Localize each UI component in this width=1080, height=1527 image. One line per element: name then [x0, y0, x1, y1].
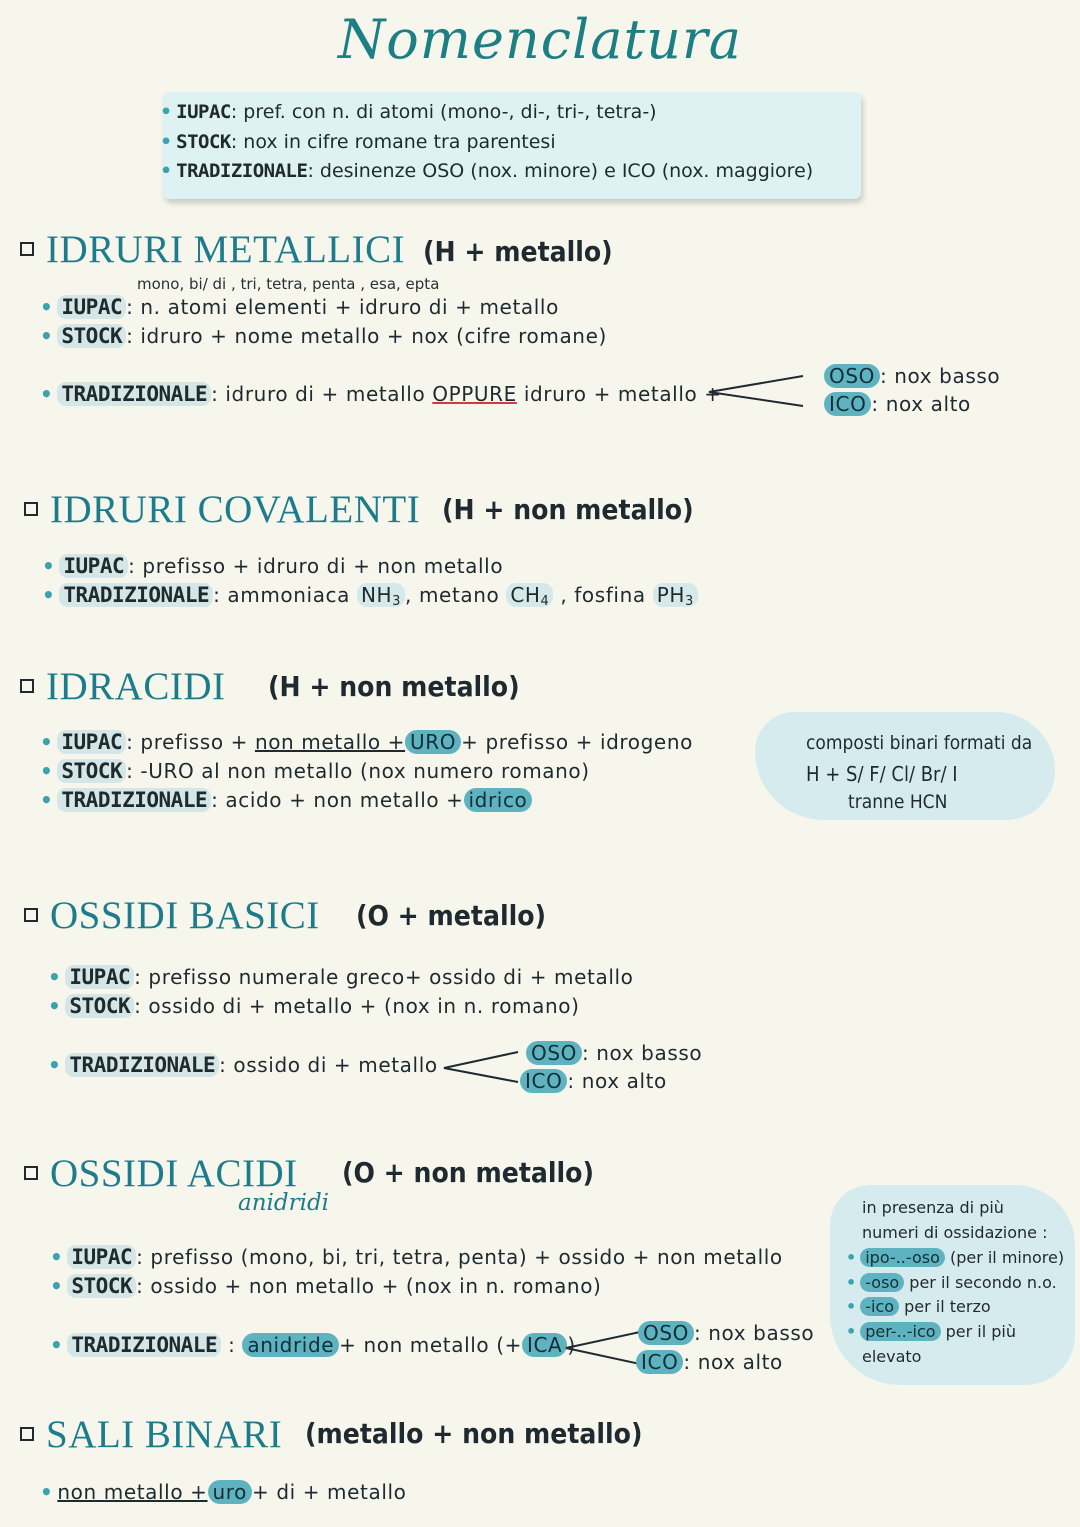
checkbox-icon: [20, 242, 34, 256]
legend-text: : nox in cifre romane tra parentesi: [230, 131, 556, 153]
stock-line: • STOCK : -URO al non metallo (nox numero romano): [40, 759, 590, 783]
tradizionale-line: • TRADIZIONALE : ammoniaca $NH_3$ , metano $CH_4$ , fosfina $PH_3$: [42, 583, 698, 609]
oso-line: OSO : nox basso: [526, 1041, 702, 1065]
section-title-idruri-covalenti: IDRURI COVALENTI: [24, 487, 420, 532]
section-title-sali-binari: SALI BINARI: [20, 1412, 282, 1457]
note-line: numeri di ossidazione :: [862, 1223, 1048, 1242]
stock-line: • STOCK : idruro + nome metallo + nox (cifre romane): [40, 324, 607, 348]
note-line: tranne HCN: [848, 791, 948, 813]
iupac-line: • IUPAC : n. atomi elementi + idruro di + metallo: [40, 295, 559, 319]
legend-item-stock: • STOCK: nox in cifre romane tra parentesi: [160, 131, 556, 153]
iupac-line: • IUPAC : prefisso + non metallo + URO + prefisso + idrogeno: [40, 730, 693, 754]
prefix-note: mono, bi/ di , tri, tetra, penta , esa, epta: [137, 275, 440, 293]
branch-arrow-icon: [440, 1048, 520, 1084]
stock-line: • STOCK : ossido + non metallo + (nox in n. romano): [50, 1274, 602, 1298]
note-line: composti binari formati da: [806, 732, 1033, 754]
checkbox-icon: [24, 502, 38, 516]
tradizionale-line: • TRADIZIONALE : ossido di + metallo: [48, 1053, 438, 1077]
branch-arrow-icon: [705, 372, 805, 408]
iupac-line: • IUPAC : prefisso numerale greco+ ossido di + metallo: [48, 965, 634, 989]
tradizionale-line: • TRADIZIONALE : acido + non metallo + idrico: [40, 788, 532, 812]
legend-text: : pref. con n. di atomi (mono-, di-, tri-, tetra-): [230, 101, 657, 123]
rule-line: • non metallo + uro + di + metallo: [40, 1480, 407, 1504]
section-formula: (H + non metallo): [442, 493, 694, 526]
oso-line: OSO : nox basso: [638, 1321, 814, 1345]
legend-item-tradizionale: • TRADIZIONALE: desinenze OSO (nox. minore) e ICO (nox. maggiore): [160, 160, 814, 182]
section-formula: (metallo + non metallo): [305, 1417, 643, 1450]
note-item: • -ico per il terzo: [846, 1297, 991, 1316]
checkbox-icon: [24, 1166, 38, 1180]
checkbox-icon: [24, 908, 38, 922]
ico-line: ICO : nox alto: [520, 1069, 667, 1093]
note-item: • per-..-ico per il più: [846, 1322, 1017, 1341]
legend-key: STOCK: [176, 131, 231, 153]
iupac-line: • IUPAC : prefisso + idruro di + non metallo: [42, 554, 504, 578]
section-title-ossidi-basici: OSSIDI BASICI: [24, 893, 320, 938]
section-formula: (H + non metallo): [268, 670, 520, 703]
note-item: • -oso per il secondo n.o.: [846, 1273, 1057, 1292]
section-formula: (O + metallo): [356, 899, 547, 932]
section-title-ossidi-acidi: OSSIDI ACIDI: [24, 1151, 298, 1196]
note-line: elevato: [862, 1347, 922, 1366]
legend-item-iupac: • IUPAC: pref. con n. di atomi (mono-, di-, tri-, tetra-): [160, 101, 657, 123]
branch-arrow-icon: [562, 1328, 642, 1366]
section-formula: (O + non metallo): [342, 1156, 594, 1189]
section-formula: (H + metallo): [423, 235, 613, 268]
legend-text: : desinenze OSO (nox. minore) e ICO (nox. maggiore): [307, 160, 814, 182]
checkbox-icon: [20, 1427, 34, 1441]
ico-line: ICO : nox alto: [824, 392, 971, 416]
section-title-idracidi: IDRACIDI: [20, 664, 225, 709]
tradizionale-line: • TRADIZIONALE : idruro di + metallo OPPURE idruro + metallo +: [40, 382, 722, 406]
note-line: H + S/ F/ Cl/ Br/ I: [806, 762, 958, 786]
iupac-line: • IUPAC : prefisso (mono, bi, tri, tetra, penta) + ossido + non metallo: [50, 1245, 783, 1269]
stock-line: • STOCK : ossido di + metallo + (nox in n. romano): [48, 994, 580, 1018]
oso-line: OSO : nox basso: [824, 364, 1000, 388]
ico-line: ICO : nox alto: [636, 1350, 783, 1374]
legend-key: IUPAC: [176, 101, 231, 123]
checkbox-icon: [20, 679, 34, 693]
section-subtitle: anidridi: [238, 1190, 330, 1216]
section-title-idruri-metallici: IDRURI METALLICI: [20, 227, 405, 272]
note-line: in presenza di più: [862, 1198, 1004, 1217]
legend-key: TRADIZIONALE: [176, 160, 308, 182]
page-title: Nomenclatura: [338, 8, 742, 71]
tradizionale-line: • TRADIZIONALE : anidride + non metallo (+ ICA ): [50, 1333, 576, 1357]
note-item: • ipo-..-oso (per il minore): [846, 1248, 1065, 1267]
